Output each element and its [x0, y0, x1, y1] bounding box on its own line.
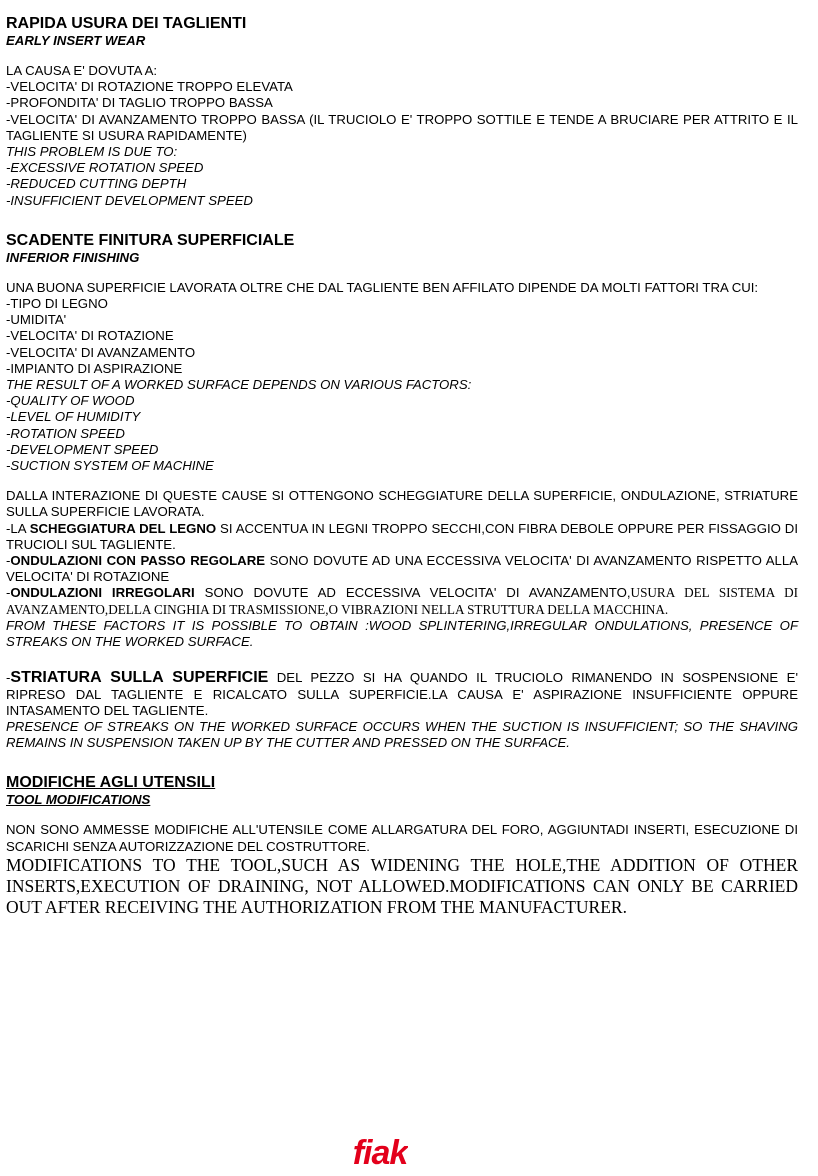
section2-en-item: -SUCTION SYSTEM OF MACHINE [6, 458, 214, 474]
section2-en-item: -QUALITY OF WOOD [6, 393, 135, 409]
irregular-ondulations-pre: - [6, 585, 11, 601]
section1-subtitle: EARLY INSERT WEAR [6, 33, 146, 48]
irregular-ondulations-post-b: USURA DEL SISTEMA DI AVANZAMENTO,DELLA CINGHIA DI TRASMISSIONE,O VIBRAZIONI NELLA STRUTTURA DELLA MACCHINA. [6, 585, 798, 617]
section1-en-item: -INSUFFICIENT DEVELOPMENT SPEED [6, 192, 253, 208]
section1-en-item: -EXCESSIVE ROTATION SPEED [6, 160, 204, 176]
irregular-ondulations-paragraph [6, 585, 798, 617]
section3-title: MODIFICHE AGLI UTENSILI [6, 774, 216, 792]
streaks-post: DEL PEZZO SI HA QUANDO IL TRUCIOLO RIMANENDO IN SOSPENSIONE E' RIPRESO DAL TAGLIENTE E RICALCATO SULLA SUPERFICIE.LA CAUSA E' ASPIRAZIONE INSUFFICIENTE OPPURE INTASAMENTO DEL TAGLIENTE. [6, 670, 798, 718]
section2-it-item: -UMIDITA' [6, 312, 67, 328]
section2-en-item: -ROTATION SPEED [6, 425, 125, 441]
section2-en-item: -DEVELOPMENT SPEED [6, 441, 159, 457]
section1-title: RAPIDA USURA DEI TAGLIENTI [6, 15, 247, 32]
splintering-post: SI ACCENTUA IN LEGNI TROPPO SECCHI,CON FIBRA DEBOLE OPPURE PER FISSAGGIO DI TRUCIOLI SUL TAGLIENTE. [6, 520, 798, 552]
section1-it-item: -VELOCITA' DI ROTAZIONE TROPPO ELEVATA [6, 79, 293, 95]
streaks-bold: STRIATURA SULLA SUPERFICIE [10, 669, 269, 687]
regular-ondulations-paragraph [6, 553, 798, 585]
irregular-ondulations-post-a: SONO DOVUTE AD ECCESSIVA VELOCITA' DI AVANZAMENTO, [194, 585, 631, 601]
section2-title: SCADENTE FINITURA SUPERFICIALE [6, 231, 295, 249]
splintering-bold: SCHEGGIATURA DEL LEGNO [29, 520, 217, 536]
streaks-paragraph [6, 670, 798, 719]
section1-it-intro: LA CAUSA E' DOVUTA A: [6, 63, 158, 78]
section3-en-text: MODIFICATIONS TO THE TOOL,SUCH AS WIDENING THE HOLE,THE ADDITION OF OTHER INSERTS,EXECUTION OF DRAINING, NOT ALLOWED.MODIFICATIONS CAN ONLY BE CARRIED OUT AFTER RECEIVING THE AUTHORIZATION FROM THE MANUFACTURER. [6, 854, 798, 917]
fiak-logo [352, 1130, 408, 1170]
document-page [6, 14, 798, 918]
section2-it-item: -TIPO DI LEGNO [6, 296, 108, 312]
fiak-logo-text: fiak [352, 1134, 408, 1170]
irregular-ondulations-bold: ONDULAZIONI IRREGOLARI [10, 585, 195, 601]
section2-it-item: -VELOCITA' DI ROTAZIONE [6, 328, 174, 344]
section1-en-item: -REDUCED CUTTING DEPTH [6, 176, 187, 192]
section2-en-item: -LEVEL OF HUMIDITY [6, 409, 141, 425]
section2-it-item: -VELOCITA' DI AVANZAMENTO [6, 344, 196, 360]
en-factors-paragraph: FROM THESE FACTORS IT IS POSSIBLE TO OBTAIN :WOOD SPLINTERING,IRREGULAR ONDULATIONS, PRESENCE OF STREAKS ON THE WORKED SURFACE. [6, 617, 798, 650]
regular-ondulations-pre: - [6, 553, 11, 569]
section2-en-intro: THE RESULT OF A WORKED SURFACE DEPENDS ON VARIOUS FACTORS: [6, 377, 472, 393]
section3-it-text: NON SONO AMMESSE MODIFICHE ALL'UTENSILE COME ALLARGATURA DEL FORO, AGGIUNTADI INSERTI, ESECUZIONE DI SCARICHI SENZA AUTORIZZAZIONE DEL COSTRUTTORE. [6, 822, 798, 854]
regular-ondulations-post: SONO DOVUTE AD UNA ECCESSIVA VELOCITA' DI AVANZAMENTO RISPETTO ALLA VELOCITA' DI ROTAZIONE [6, 553, 798, 585]
splintering-paragraph [6, 521, 798, 553]
section1-en-intro: THIS PROBLEM IS DUE TO: [6, 144, 178, 160]
section2-it-intro: UNA BUONA SUPERFICIE LAVORATA OLTRE CHE DAL TAGLIENTE BEN AFFILATO DIPENDE DA MOLTI FATTORI TRA CUI: [6, 279, 759, 295]
en-streaks-paragraph: PRESENCE OF STREAKS ON THE WORKED SURFACE OCCURS WHEN THE SUCTION IS INSUFFICIENT; SO THE SHAVING REMAINS IN SUSPENSION TAKEN UP BY THE CUTTER AND PRESSED ON THE SURFACE. [6, 718, 798, 751]
interaction-paragraph: DALLA INTERAZIONE DI QUESTE CAUSE SI OTTENGONO SCHEGGIATURE DELLA SUPERFICIE, ONDULAZIONE, STRIATURE SULLA SUPERFICIE LAVORATA. [6, 488, 798, 520]
section1-it-item: -PROFONDITA' DI TAGLIO TROPPO BASSA [6, 95, 273, 111]
section3-subtitle: TOOL MODIFICATIONS [6, 792, 151, 808]
section2-subtitle: INFERIOR FINISHING [6, 249, 140, 265]
section1-it-item: -VELOCITA' DI AVANZAMENTO TROPPO BASSA (IL TRUCIOLO E' TROPPO SOTTILE E TENDE A BRUCIARE PER ATTRITO E IL TAGLIENTE SI USURA RAPIDAMENTE) [6, 111, 798, 143]
regular-ondulations-bold: ONDULAZIONI CON PASSO REGOLARE [10, 553, 266, 569]
section2-it-item: -IMPIANTO DI ASPIRAZIONE [6, 360, 183, 376]
streaks-pre: - [6, 670, 11, 686]
splintering-pre: -LA [6, 520, 30, 536]
